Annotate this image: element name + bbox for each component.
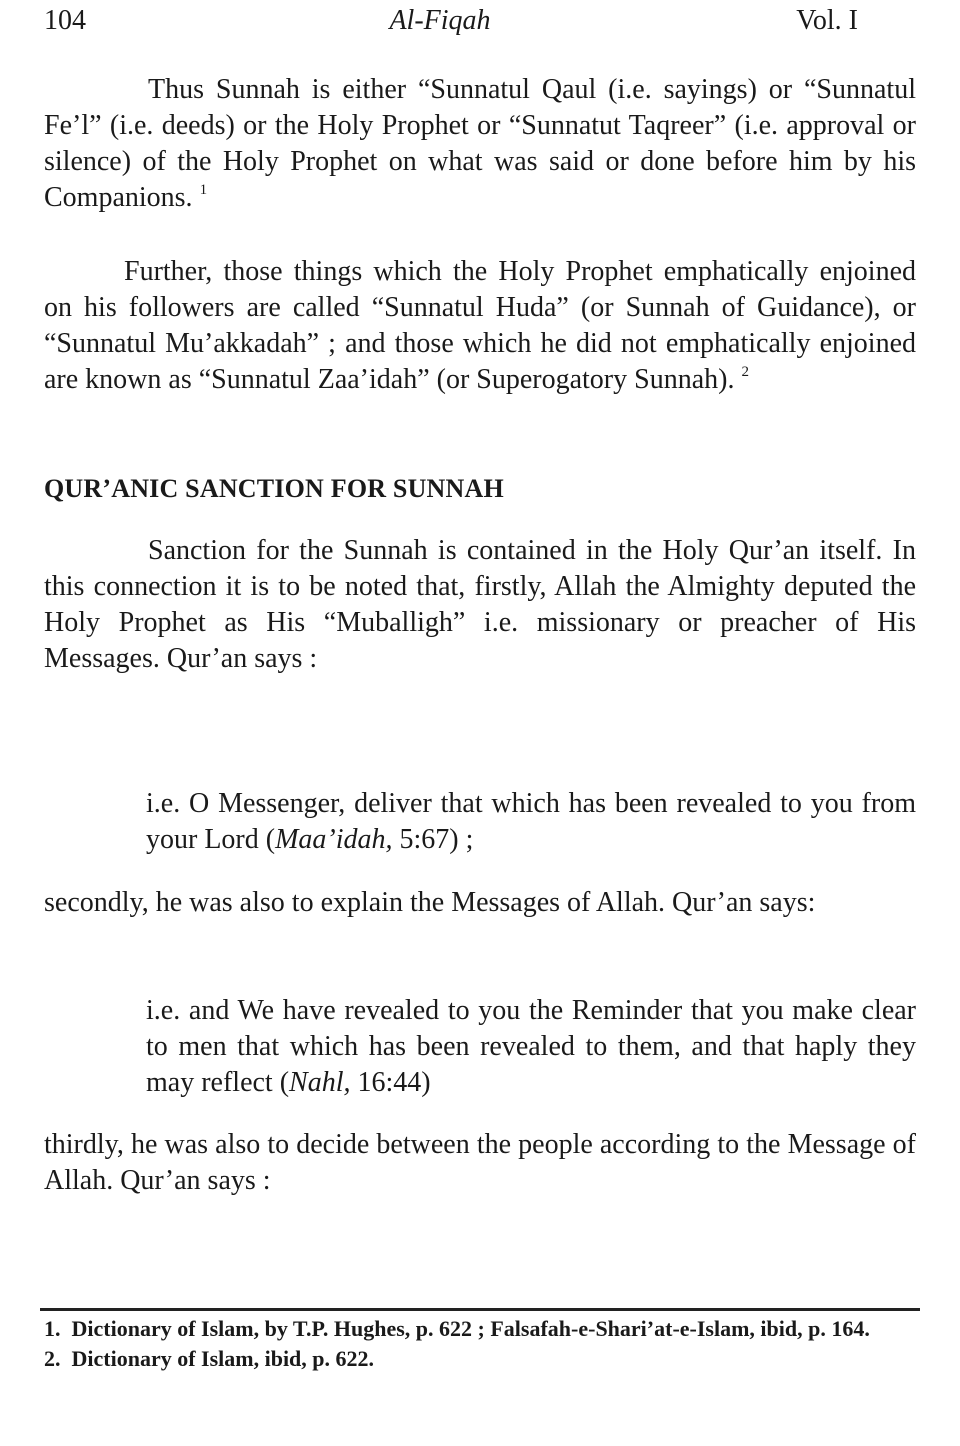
footnote-ref: 2: [741, 364, 749, 380]
footnote-ref: 1: [199, 182, 208, 198]
footnote-divider: [40, 1308, 920, 1311]
paragraph-sunnah-types: [44, 72, 916, 216]
volume-label: Vol. I: [796, 5, 858, 36]
footnote-item: [44, 1344, 916, 1374]
footnote-item: [44, 1314, 916, 1344]
quote-maaidah: [146, 786, 916, 858]
footnote-number: 2.: [44, 1346, 61, 1371]
paragraph-text: secondly, he was also to explain the Messages of Allah. Qur’an says:: [44, 887, 816, 918]
section-heading: QUR’ANIC SANCTION FOR SUNNAH: [44, 474, 504, 503]
paragraph-text: Sanction for the Sunnah is contained in the Holy Qur’an itself. In this connection it is to be noted that, firstly, Allah the Almighty deputed the Holy Prophet as His “Muballigh” i.e. missionary or preacher of His Messages. Qur’an says :: [44, 535, 916, 674]
book-title: Al-Fiqah: [389, 5, 491, 36]
quote-citation: Maa’idah,: [275, 824, 393, 855]
paragraph-explain: [44, 885, 916, 921]
footnote-text: Dictionary of Islam, ibid, p. 622.: [71, 1346, 375, 1371]
paragraph-decide: [44, 1127, 916, 1199]
quote-citation: Nahl,: [289, 1067, 351, 1098]
quote-nahl: [146, 993, 916, 1101]
footnotes: [44, 1314, 916, 1374]
footnote-text: Dictionary of Islam, by T.P. Hughes, p. 622 ; Falsafah-e-Shari’at-e-Islam, ibid, p. 164.: [71, 1316, 870, 1341]
quote-citation-ref: 5:67) ;: [392, 824, 474, 855]
quote-text: i.e. O Messenger, deliver that which has been revealed to you from your Lord (: [146, 788, 916, 855]
footnote-number: 1.: [44, 1316, 61, 1341]
page-number: 104: [44, 5, 86, 36]
paragraph-text: Thus Sunnah is either “Sunnatul Qaul (i.e. sayings) or “Sunnatul Fe’l” (i.e. deeds) or the Holy Prophet or “Sunnatut Taqreer” (i.e. approval or silence) of the Holy Prophet on what was said or done before him by his Companions.: [44, 74, 916, 213]
paragraph-sunnah-kinds: [44, 254, 916, 398]
paragraph-sanction: [44, 533, 916, 677]
paragraph-text: thirdly, he was also to decide between the people according to the Message of Allah. Qur’an says :: [44, 1129, 916, 1196]
quote-text: i.e. and We have revealed to you the Reminder that you make clear to men that which has been revealed to them, and that haply they may reflect (: [146, 995, 916, 1098]
paragraph-text: Further, those things which the Holy Prophet emphatically enjoined on his followers are called “Sunnatul Huda” (or Sunnah of Guidance), or “Sunnatul Mu’akkadah” ; and those which he did not emphatically enjoined are known as “Sunnatul Zaa’idah” (or Superogatory Sunnah).: [44, 256, 916, 395]
quote-citation-ref: 16:44): [350, 1067, 431, 1098]
